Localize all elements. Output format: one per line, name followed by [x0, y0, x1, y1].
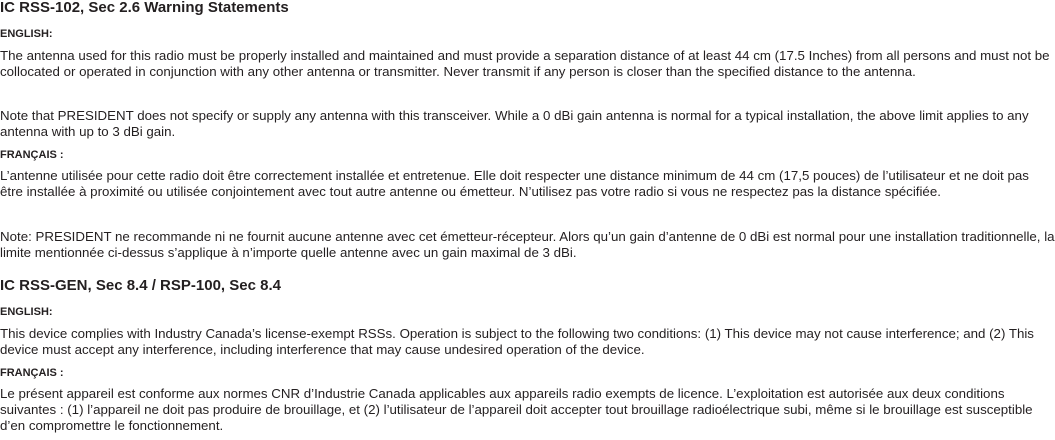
english-note-paragraph: Note that PRESIDENT does not specify or supply any antenna with this transceiver. While a 0 dBi gain antenna is normal for a typical installation, the above limit applies to any antenna with up to 3 dBi gain. — [0, 108, 1029, 139]
english-paragraph: The antenna used for this radio must be properly installed and maintained and must provide a separation distance of at least 44 cm (17.5 Inches) from all persons and must not be collocated or operated in conjunction with any other antenna or transmitter. Never transmit if any person is closer than the specified distance to the antenna. — [0, 48, 1050, 79]
section-heading-rss-102: IC RSS-102, Sec 2.6 Warning Statements — [0, 0, 289, 16]
english-label: ENGLISH: — [0, 306, 53, 318]
french-paragraph: Le présent appareil est conforme aux normes CNR d’Industrie Canada applicables aux appareils radio exempts de licence. L’exploitation est autorisée aux deux conditions suivantes : (1) l’appareil ne doit pas produire de brouillage, et (2) l’utilisateur de l’appareil doit accepter tout brouillage radioélectrique subi, même si le brouillage est susceptible d’en compromettre le fonctionnement. — [0, 386, 1033, 433]
section-heading-rss-gen: IC RSS-GEN, Sec 8.4 / RSP-100, Sec 8.4 — [0, 277, 281, 294]
english-label: ENGLISH: — [0, 28, 53, 40]
french-label: FRANÇAIS : — [0, 149, 64, 161]
french-note-paragraph: Note: PRESIDENT ne recommande ni ne fournit aucune antenne avec cet émetteur-récepteur. Alors qu’un gain d’antenne de 0 dBi est normal pour une installation traditionnelle, la limite mentionnée ci-dessus s’applique à n’importe quelle antenne avec un gain maximal de 3 dBi. — [0, 229, 1055, 260]
french-paragraph: L’antenne utilisée pour cette radio doit être correctement installée et entretenue. Elle doit respecter une distance minimum de 44 cm (17,5 pouces) de l’utilisateur et ne doit pas être installée à proximité ou utilisée conjointement avec tout autre antenne ou émetteur. N’utilisez pas votre radio si vous ne respectez pas la distance spécifiée. — [0, 168, 1029, 199]
french-label: FRANÇAIS : — [0, 367, 64, 379]
english-paragraph: This device complies with Industry Canada’s license-exempt RSSs. Operation is subject to the following two conditions: (1) This device may not cause interference; and (2) This device must accept any interference, including interference that may cause undesired operation of the device. — [0, 326, 1034, 357]
